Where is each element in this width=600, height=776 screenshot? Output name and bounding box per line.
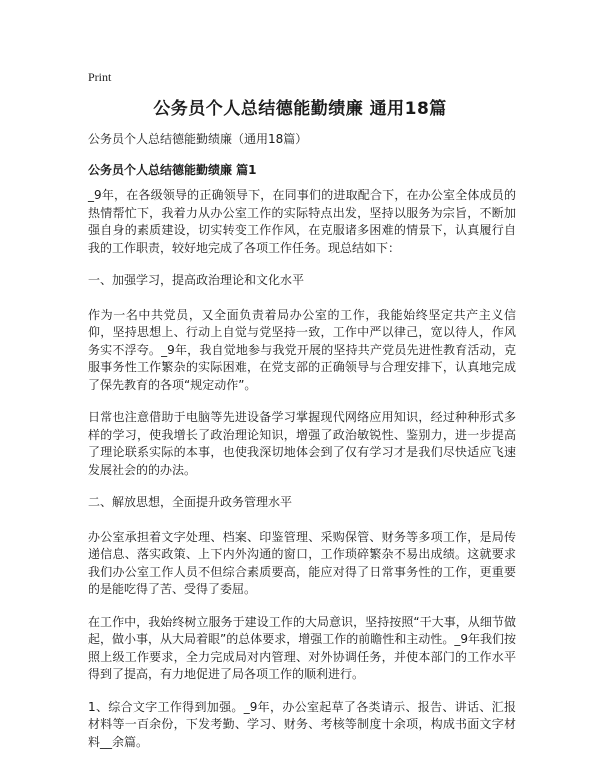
paragraph-daily-study: 日常也注意借助于电脑等先进设备学习掌握现代网络应用知识，经过种种形式多样的学习，使我增长了政治理论知识，增强了政治敏锐性、鉴别力，进一步提高了理论联系实际的本事，也使我深切地体会到了仅有学习才是我们尽快适应飞速发展社会的的办法。	[88, 410, 516, 477]
paragraph-party-member: 作为一名中共党员，又全面负责着局办公室的工作，我能始终坚定共产主义信仰，坚持思想上、行动上自觉与党坚持一致，工作中严以律己，宽以待人，作风务实不浮夸。_9年，我自觉地参与我党开展的坚持共产党员先进性教育活动，克服事务性工作繁杂的实际困难，在党支部的正确领导与合理安排下，认真地完成了保先教育的各项“规定动作”。	[88, 307, 516, 392]
heading-management: 二、解放思想，全面提升政务管理水平	[88, 495, 293, 509]
paragraph-office-duties: 办公室承担着文字处理、档案、印鉴管理、采购保管、财务等多项工作，是局传递信息、落实政策、上下内外沟通的窗口，工作琐碎繁杂不易出成绩。这就要求我们办公室工作人员不但综合素质要高，能应对得了日常事务性的工作，更重要的是能吃得了苦、受得了委屈。	[88, 529, 516, 596]
document-title: 公务员个人总结德能勤绩廉 通用18篇	[153, 99, 447, 119]
paragraph-work-service: 在工作中，我始终树立服务于建设工作的大局意识，坚持按照“干大事，从细节做起，做小事，从大局着眼”的总体要求，增强工作的前瞻性和主动性。_9年我们按照上级工作要求，全力完成局对内管理、对外协调任务，并使本部门的工作水平得到了提高，有力地促进了局各项工作的顺利进行。	[88, 614, 516, 681]
print-link[interactable]: Print	[88, 70, 112, 84]
section-heading: 公务员个人总结德能勤绩廉 篇1	[88, 163, 257, 177]
paragraph-intro: _9年，在各级领导的正确领导下，在同事们的进取配合下，在办公室全体成员的热情帮忙下，我着力从办公室工作的实际特点出发，坚持以服务为宗旨，不断加强自身的素质建设，切实转变工作作风，在克服诸多困难的情景下，认真履行自我的工作职责，较好地完成了各项工作任务。现总结如下：	[88, 188, 516, 255]
paragraph-writing-work: 1、综合文字工作得到加强。_9年，办公室起草了各类请示、报告、讲话、汇报材料等一百余份，下发考勤、学习、财务、考核等制度十余项，构成书面文字材料__余篇。	[88, 699, 516, 749]
document-body	[88, 187, 516, 766]
heading-study: 一、加强学习，提高政治理论和文化水平	[88, 273, 305, 287]
document-subtitle: 公务员个人总结德能勤绩廉（通用18篇）	[88, 132, 308, 146]
